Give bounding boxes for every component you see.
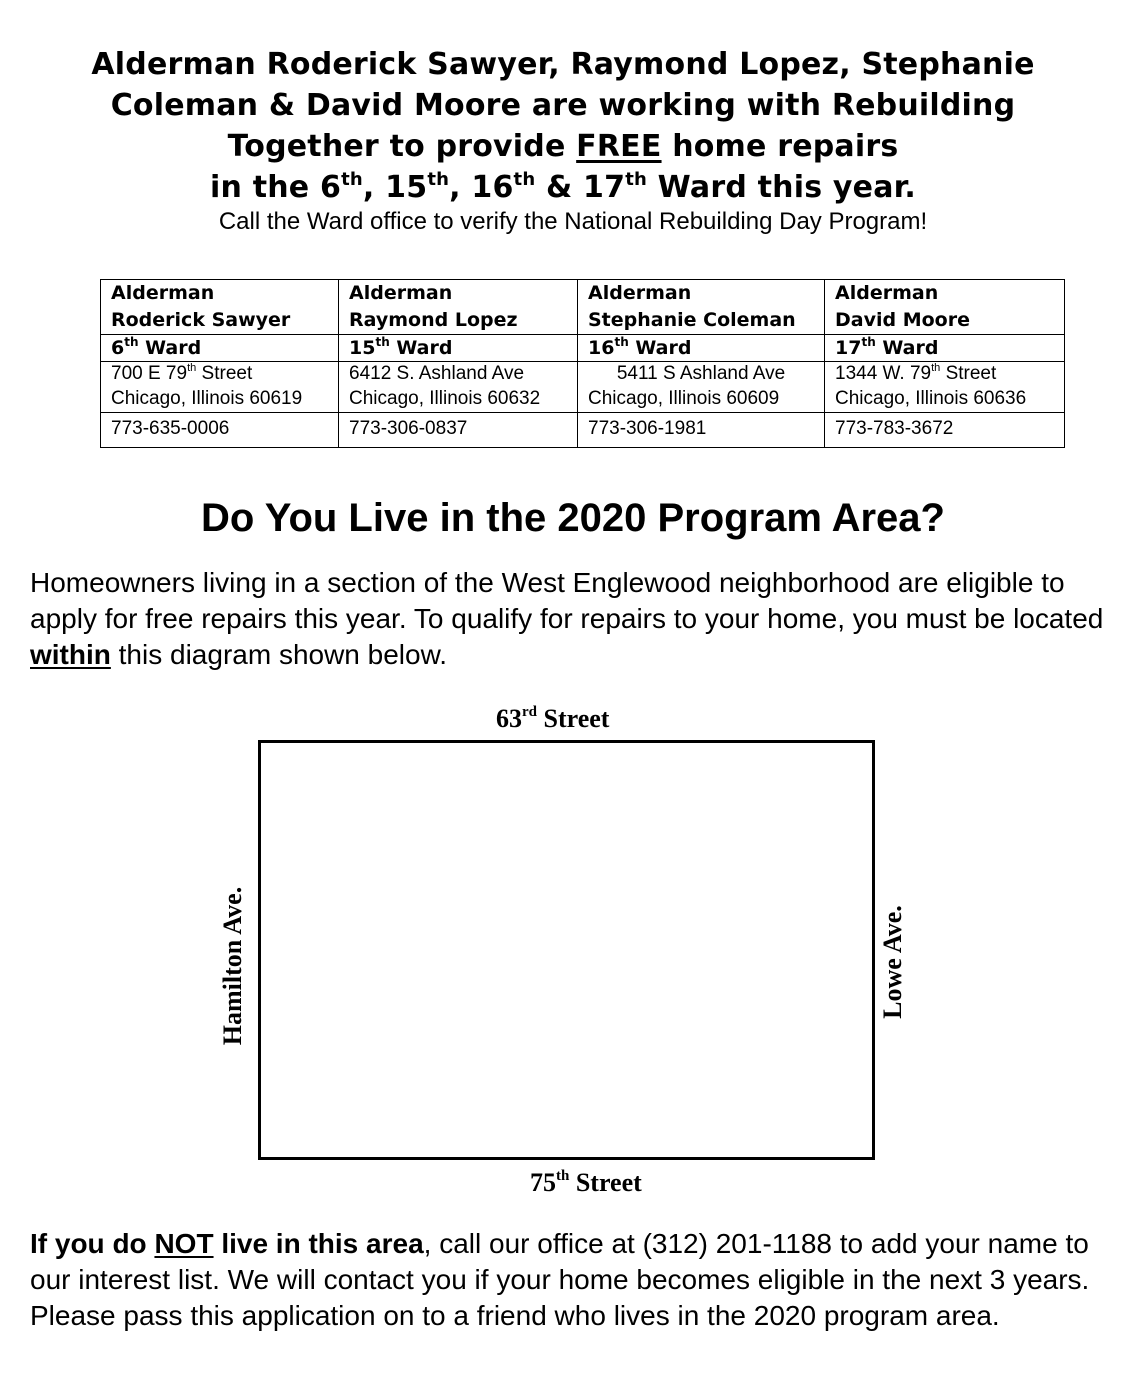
headline-line-3 [0,126,1126,167]
ordinal-suffix: th [375,335,390,349]
headline-line-3-before: Together to provide [227,129,577,164]
alderman-name: Raymond Lopez [349,309,518,331]
ward-number: 6 [320,170,342,205]
phone-cell: 773-783-3672 [825,413,1065,448]
ordinal-suffix: th [124,335,139,349]
alderman-title: Alderman [588,282,692,304]
ward-cell [578,335,825,362]
ward-row [101,335,1065,362]
interest-list-paragraph [30,1226,1120,1334]
not-emphasis: NOT [154,1228,214,1259]
ward-number: 17 [835,337,862,359]
program-area-boundary [258,740,875,1160]
ordinal-suffix: th [556,1168,570,1184]
alderman-row [101,280,1065,335]
address-text: 700 E 79 [111,363,188,384]
closing-lead-text-end: live in this area [213,1228,424,1259]
ward-label: Ward [875,337,939,359]
alderman-cell [101,280,339,335]
ward-cell [101,335,339,362]
separator: & [535,170,584,205]
address-text: 6412 S. Ashland Ave [349,363,525,384]
phone-row [101,413,1065,448]
intro-text: Homeowners living in a section of the West Englewood neighborhood are eligible to apply for free repairs this year. To qualify for repairs to your home, you must be located [30,567,1104,634]
free-emphasis: FREE [576,129,662,164]
street-number: 75 [530,1168,556,1197]
address-text: Street [196,363,253,384]
separator: , [449,170,472,205]
ordinal-suffix: th [625,169,648,190]
city-row [101,386,1065,413]
address-row [101,362,1065,387]
within-emphasis: within [30,639,111,670]
address-text: 1344 W. 79 [835,363,932,384]
closing-body: , call our office at (312) 201-1188 to add your name to our interest list. We will contact you if your home becomes eligible in the next 3 years. Please pass this application on to a friend who lives in the 2020 program area. [30,1228,1090,1331]
ward-number: 15 [385,170,428,205]
address-cell [825,362,1065,387]
ward-number: 6 [111,337,125,359]
alderman-title: Alderman [349,282,453,304]
intro-text-end: this diagram shown below. [110,639,448,670]
headline-line-2: Coleman & David Moore are working with Rebuilding [110,88,1016,123]
ward-number: 15 [349,337,376,359]
ward-label: Ward [389,337,453,359]
alderman-name: David Moore [835,309,970,331]
city-cell: Chicago, Illinois 60619 [101,386,339,413]
ward-number: 17 [583,170,626,205]
city-cell: Chicago, Illinois 60636 [825,386,1065,413]
address-cell [578,362,825,387]
alderman-name: Roderick Sawyer [111,309,291,331]
ordinal-suffix: th [513,169,536,190]
street-name: Street [537,704,610,733]
phone-cell: 773-635-0006 [101,413,339,448]
phone-cell: 773-306-0837 [339,413,578,448]
alderman-title: Alderman [111,282,215,304]
closing-lead [30,1228,424,1259]
ward-number: 16 [588,337,615,359]
ward-label: Ward [138,337,202,359]
headline-line-4 [0,167,1126,208]
phone-cell: 773-306-1981 [578,413,825,448]
ward-number: 16 [471,170,514,205]
separator: , [362,170,386,205]
alderman-cell [339,280,578,335]
headline [0,44,1126,208]
ward-cell [825,335,1065,362]
ordinal-suffix: th [931,362,941,374]
north-boundary-label [496,704,609,734]
street-number: 63 [496,704,522,733]
ordinal-suffix: th [861,335,876,349]
city-cell: Chicago, Illinois 60609 [578,386,825,413]
ward-label: Ward [628,337,692,359]
headline-line-1: Alderman Roderick Sawyer, Raymond Lopez, Stephanie [91,47,1035,82]
west-boundary-label: Hamilton Ave. [218,886,247,1046]
program-area-heading: Do You Live in the 2020 Program Area? [201,496,945,540]
ward-cell [339,335,578,362]
street-name: Street [569,1168,642,1197]
headline-line-3-after: home repairs [661,129,899,164]
south-boundary-label [530,1168,642,1198]
alderman-cell [825,280,1065,335]
ordinal-suffix: th [341,169,363,190]
city-cell: Chicago, Illinois 60632 [339,386,578,413]
alderman-title: Alderman [835,282,939,304]
ordinal-suffix: th [614,335,629,349]
address-text: Street [940,363,997,384]
headline-line-4-suffix: Ward this year. [647,170,916,205]
verify-instruction: Call the Ward office to verify the National Rebuilding Day Program! [218,208,928,235]
ward-offices-table [100,279,1065,448]
address-cell [339,362,578,387]
east-boundary-label: Lowe Ave. [878,905,907,1019]
program-intro-paragraph [30,565,1120,673]
alderman-cell [578,280,825,335]
alderman-name: Stephanie Coleman [588,309,796,331]
headline-line-4-prefix: in the [210,170,320,205]
ordinal-suffix: th [187,362,197,374]
ordinal-suffix: th [427,169,450,190]
address-cell [101,362,339,387]
ordinal-suffix: rd [522,704,537,720]
address-text: 5411 S Ashland Ave [616,363,786,384]
closing-lead-text: If you do [30,1228,155,1259]
